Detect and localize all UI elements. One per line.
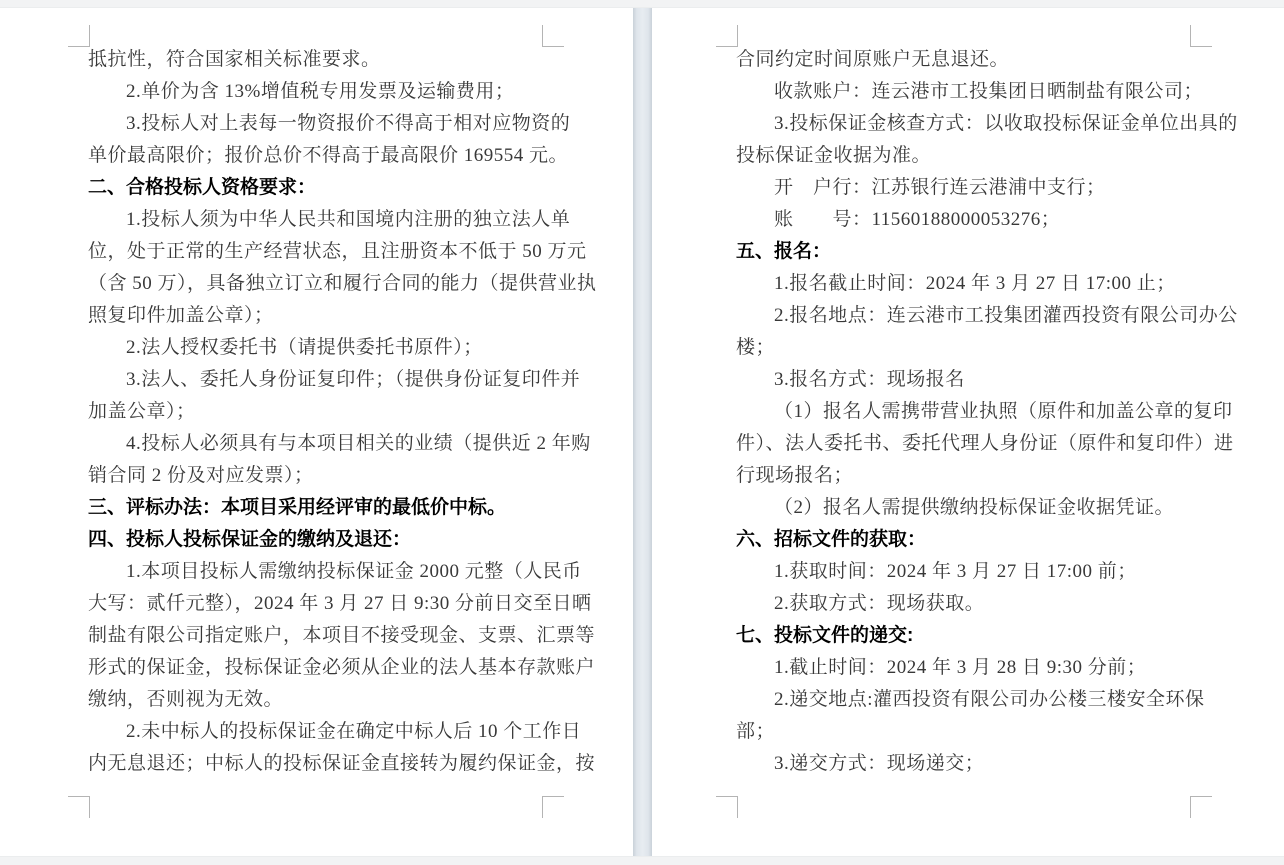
text-line: 照复印件加盖公章）； (88, 305, 274, 326)
text-line: 合同约定时间原账户无息退还。 (736, 49, 1010, 70)
text-line: 2.报名地点：连云港市工投集团灌西投资有限公司办公 (774, 305, 1238, 326)
margin-corner-mark (1190, 796, 1212, 818)
text-line: 六、招标文件的获取： (736, 529, 927, 550)
text-line: 2.递交地点:灌西投资有限公司办公楼三楼安全环保 (774, 689, 1205, 710)
text-line: 部； (736, 721, 776, 742)
margin-corner-mark (542, 796, 564, 818)
text-line: 二、合格投标人资格要求： (88, 177, 317, 198)
text-line: 1.本项目投标人需缴纳投标保证金 2000 元整（人民币 (126, 561, 582, 582)
text-line: 七、投标文件的递交: (736, 625, 914, 646)
text-line: 2.获取方式：现场获取。 (774, 593, 985, 614)
text-line: （2）报名人需提供缴纳投标保证金收据凭证。 (774, 497, 1175, 518)
text-line: 加盖公章）； (88, 401, 196, 422)
text-line: 3.递交方式：现场递交； (774, 753, 985, 774)
text-line: 1.投标人须为中华人民共和国境内注册的独立法人单 (126, 209, 571, 230)
text-line: 2.法人授权委托书（请提供委托书原件）； (126, 337, 483, 358)
page-text-column[interactable] (88, 44, 597, 780)
text-line: 3.报名方式：现场报名 (774, 369, 965, 390)
text-line: 销合同 2 份及对应发票）； (88, 465, 314, 486)
text-line: 投标保证金收据为准。 (736, 145, 932, 166)
margin-corner-mark (542, 25, 564, 47)
text-line: 4.投标人必须具有与本项目相关的业绩（提供近 2 年购 (126, 433, 591, 454)
text-line: 抵抗性，符合国家相关标准要求。 (88, 49, 381, 70)
text-line: 行现场报名； (736, 465, 854, 486)
text-line: 1.获取时间：2024 年 3 月 27 日 17:00 前； (774, 561, 1137, 582)
text-line: 账 号：11560188000053276； (774, 209, 1061, 230)
page-text-column[interactable] (736, 44, 1238, 780)
margin-corner-mark (1190, 25, 1212, 47)
text-line: 四、投标人投标保证金的缴纳及退还： (88, 529, 412, 550)
margin-corner-mark (68, 796, 90, 818)
text-line: 五、报名： (736, 241, 832, 262)
text-line: 缴纳，否则视为无效。 (88, 689, 284, 710)
text-line: 大写：贰仟元整），2024 年 3 月 27 日 9:30 分前日交至日晒 (88, 593, 592, 614)
text-line: 件）、法人委托书、委托代理人身份证（原件和复印件）进 (736, 433, 1234, 454)
page-2[interactable] (652, 8, 1284, 856)
text-line: （1）报名人需携带营业执照（原件和加盖公章的复印 (774, 401, 1233, 422)
text-line: 2.未中标人的投标保证金在确定中标人后 10 个工作日 (126, 721, 582, 742)
page-1[interactable] (0, 8, 633, 856)
page-gap (633, 8, 652, 856)
margin-corner-mark (68, 25, 90, 47)
text-line: 1.截止时间：2024 年 3 月 28 日 9:30 分前； (774, 657, 1147, 678)
text-line: 单价最高限价；报价总价不得高于最高限价 169554 元。 (88, 145, 569, 166)
app-background-top (0, 0, 1284, 8)
text-line: 楼； (736, 337, 776, 358)
margin-corner-mark (716, 25, 738, 47)
text-line: （含 50 万），具备独立订立和履行合同的能力（提供营业执 (88, 273, 597, 294)
app-background-bottom (0, 856, 1284, 865)
text-line: 3.法人、委托人身份证复印件；（提供身份证复印件并 (126, 369, 581, 390)
text-line: 位，处于正常的生产经营状态，且注册资本不低于 50 万元 (88, 241, 587, 262)
text-line: 三、评标办法：本项目采用经评审的最低价中标。 (88, 497, 507, 518)
text-line: 3.投标保证金核查方式：以收取投标保证金单位出具的 (774, 113, 1238, 134)
text-line: 收款账户：连云港市工投集团日晒制盐有限公司； (774, 81, 1204, 102)
margin-corner-mark (716, 796, 738, 818)
text-line: 开 户行：江苏银行连云港浦中支行； (774, 177, 1106, 198)
text-line: 内无息退还；中标人的投标保证金直接转为履约保证金，按 (88, 753, 596, 774)
text-line: 3.投标人对上表每一物资报价不得高于相对应物资的 (126, 113, 571, 134)
text-line: 形式的保证金，投标保证金必须从企业的法人基本存款账户 (88, 657, 596, 678)
text-line: 2.单价为含 13%增值税专用发票及运输费用； (126, 81, 515, 102)
text-line: 1.报名截止时间：2024 年 3 月 27 日 17:00 止； (774, 273, 1176, 294)
text-line: 制盐有限公司指定账户，本项目不接受现金、支票、汇票等 (88, 625, 596, 646)
